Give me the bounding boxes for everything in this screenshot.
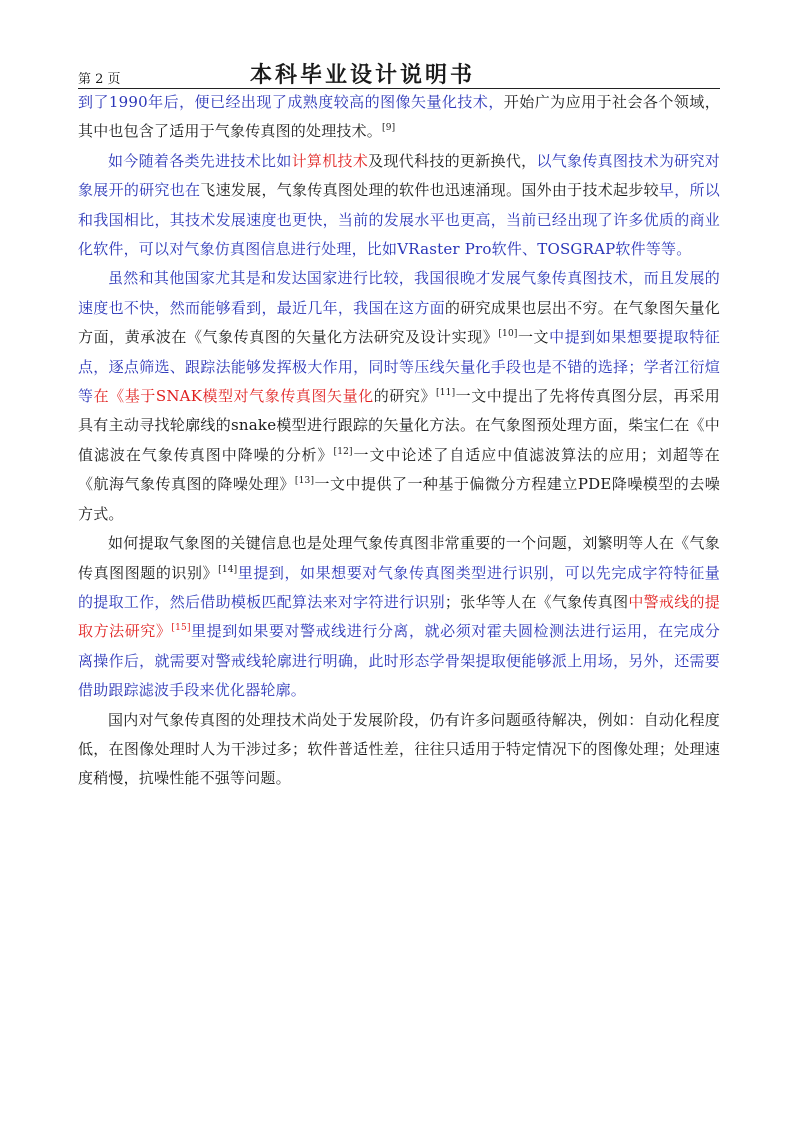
text-run: ；张华等人在《气象传真图	[444, 592, 629, 611]
text-run: 如何提取气象图的关键信息也是处理气象传真图非常重要的一个问题，刘繁明等人在《气象传真图图题的识别》	[78, 534, 720, 582]
citation-ref: [15]	[171, 623, 191, 634]
text-run: 里提到如果要对警戒线进行分离，就必须对霍夫圆检测法进行运用，在完成分离操作后，就需要对警戒线轮廓进行明确，此时形态学骨架提取便能够派上用场，另外，还需要借助跟踪滤波手段来优化器轮廓。	[78, 622, 720, 700]
citation-ref: [12]	[333, 446, 353, 457]
text-run: 的研究》	[373, 387, 437, 406]
paragraph	[78, 88, 720, 147]
text-run: 里提到，如果想要对气象传真图类型进行识别，可以先完成字符特征量的提取工作，然后借助模板匹配算法来对字符进行识别	[78, 563, 720, 611]
text-run: 一文	[517, 328, 550, 347]
document-title: 本科毕业设计说明书	[250, 63, 476, 88]
citation-ref: [11]	[436, 388, 456, 399]
text-run: 一文中提供了一种基于偏微分方程建立PDE降噪模型的去噪方式。	[78, 475, 720, 523]
paragraph	[78, 147, 720, 265]
paragraph	[78, 264, 720, 529]
text-run: 计算机技术	[291, 151, 369, 170]
citation-ref: [10]	[498, 329, 518, 340]
text-run: 一文中论述了自适应中值滤波算法的应用；刘超等在《航海气象传真图的降噪处理》	[78, 445, 721, 494]
page-number: 第 2 页	[78, 72, 121, 87]
page-header	[78, 58, 720, 89]
citation-ref: [14]	[218, 564, 238, 575]
citation-ref: [13]	[294, 476, 315, 487]
text-run: 开始广为应用于社会各个领域，其中也包含了适用于气象传真图的处理技术。	[78, 93, 720, 141]
text-run: 到了1990年后，便已经出现了成熟度较高的图像矢量化技术，	[78, 93, 504, 111]
text-run: 中警戒线的提取方法研究》	[78, 592, 720, 641]
text-run: 中提到如果想要提取特征点，逐点筛选、跟踪法能够发挥极大作用，同时等压线矢量化手段也是不错的选择；学者江衍煊等	[78, 328, 721, 406]
text-run: 的研究成果也层出不穷。在气象图矢量化方面，黄承波在《气象传真图的矢量化方法研究及设计实现》	[78, 298, 720, 347]
text-run: 及现代科技的更新换代，	[368, 151, 537, 170]
body-text	[78, 88, 720, 794]
text-run: 国内对气象传真图的处理技术尚处于发展阶段，仍有许多问题亟待解决，例如：自动化程度低，在图像处理时人为干涉过多；软件普适性差，往往只适用于特定情况下的图像处理；处理速度稍慢，抗噪性能不强等问题。	[78, 710, 720, 788]
text-run: 飞速发展，气象传真图处理的软件也迅速涌现。国外由于技术起步较	[200, 181, 659, 200]
paragraph	[78, 529, 720, 705]
text-run: 在《基于SNAK模型对气象传真图矢量化	[93, 387, 374, 406]
text-run: 如今随着各类先进技术比如	[108, 151, 292, 170]
text-run: 以气象传真图技术为研究对象展开的研究也在	[78, 151, 720, 200]
citation-ref: [9]	[382, 123, 396, 134]
text-run: 一文中提出了先将传真图分层，再采用具有主动寻找轮廓线的snake模型进行跟踪的矢量化方法。在气象图预处理方面，柴宝仁在《中值滤波在气象传真图中降噪的分析》	[78, 387, 720, 464]
paragraph	[78, 706, 720, 794]
text-run: 早，所以和我国相比，其技术发展速度也更快，当前的发展水平也更高，当前已经出现了许多优质的商业化软件，可以对气象仿真图信息进行处理，比如VRaster Pro软件、TOSGRAP软件等等。	[78, 181, 720, 259]
text-run: 虽然和其他国家尤其是和发达国家进行比较，我国很晚才发展气象传真图技术，而且发展的速度也不快，然而能够看到，最近几年，我国在这方面	[78, 269, 720, 317]
